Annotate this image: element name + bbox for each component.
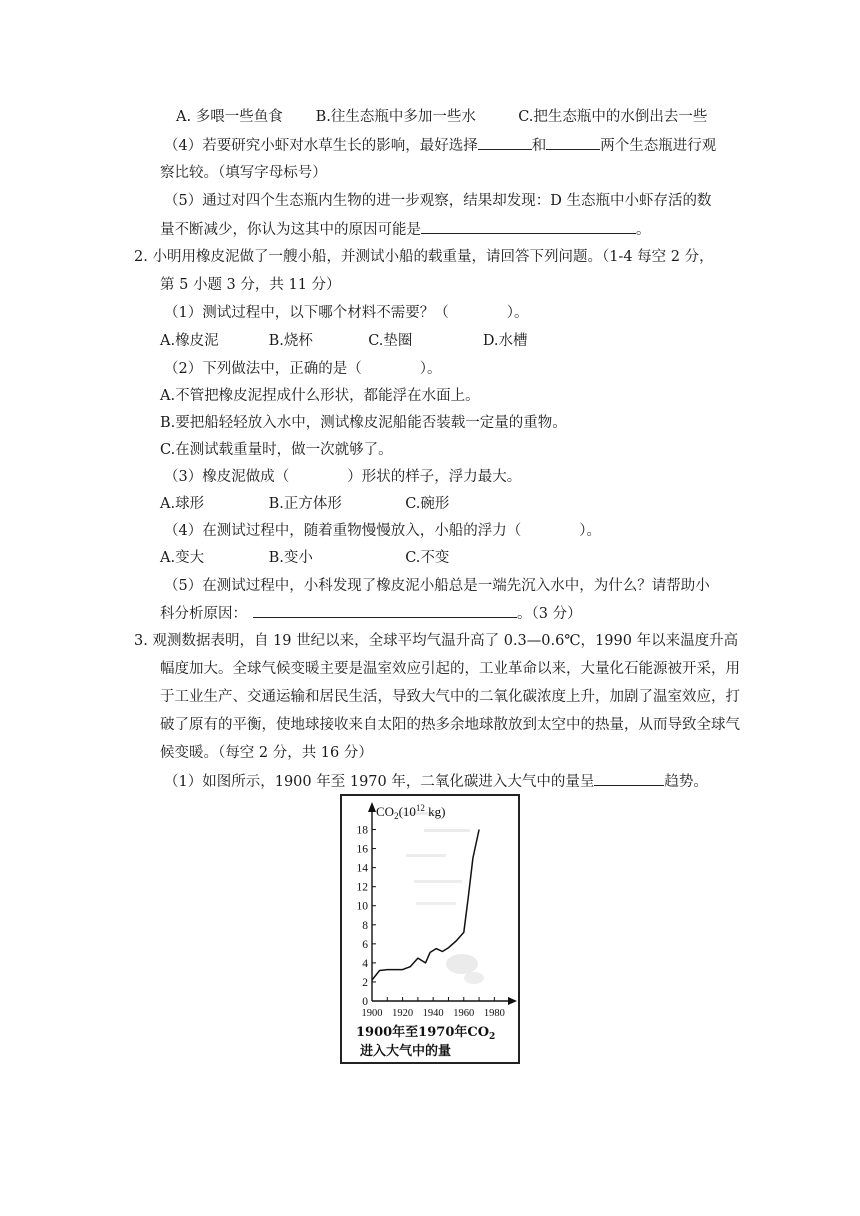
option-a: A.橡皮泥: [160, 333, 219, 349]
q1-option-c: C.把生态瓶中的水倒出去一些: [518, 109, 708, 125]
option-b: B.正方体形: [268, 496, 342, 512]
y-tick-label: 2: [362, 976, 368, 989]
chart-caption: 1900年至1970年$CO_2$: [356, 1025, 496, 1042]
chart-caption-line2: 进入大气中的量: [360, 1044, 452, 1059]
answer-blank[interactable]: [546, 135, 600, 150]
x-tick-label: 1920: [392, 1008, 414, 1019]
q2-subquestion-2: （2）下列做法中，正确的是（ ）。: [164, 361, 442, 377]
co2-line-chart: [342, 796, 518, 1062]
q2-subquestion-1: （1）测试过程中，以下哪个材料不需要？（ ）。: [164, 305, 529, 321]
y-tick-label: 6: [362, 938, 368, 951]
option-c: C.碗形: [405, 496, 450, 512]
x-tick-label: 1960: [453, 1008, 475, 1019]
q2-subquestion-4: （4）在测试过程中，随着重物慢慢放入，小船的浮力（ ）。: [164, 523, 601, 539]
x-tick-label: 1940: [422, 1008, 444, 1019]
answer-blank[interactable]: [594, 771, 664, 786]
q2-s2-option-c: C.在测试载重量时，做一次就够了。: [160, 442, 393, 458]
q2-s2-option-b: B.要把船轻轻放入水中，测试橡皮泥船能否装载一定量的重物。: [160, 415, 567, 431]
q3-paragraph-line5: 候变暖。（每空 2 分，共 16 分）: [160, 745, 373, 761]
q2-s4-options: [160, 548, 449, 568]
y-tick-label: 12: [356, 881, 368, 894]
option-c: C.垫圈: [368, 333, 413, 349]
y-tick-labels: [357, 825, 377, 1008]
q2-s2-option-a: A.不管把橡皮泥捏成什么形状，都能浮在水面上。: [160, 388, 480, 404]
q3-paragraph-line1: 3. 观测数据表明，自 19 世纪以来，全球平均气温升高了 0.3—0.6℃，1990 年以来温度升高: [134, 633, 739, 649]
answer-blank[interactable]: [253, 603, 517, 618]
q1-subquestion-4: （4）若要研究小虾对水草生长的影响，最好选择 和 两个生态瓶进行观: [164, 135, 716, 156]
option-b: B.变小: [268, 550, 313, 566]
q1-subquestion-5-line2: 量不断减少，你认为这其中的原因可能是 。: [160, 219, 651, 240]
q1-option-b: B.往生态瓶中多加一些水: [315, 109, 476, 125]
option-b: B.烧杯: [268, 333, 313, 349]
option-a: A.变大: [160, 550, 205, 566]
x-axis-arrow-icon: [508, 997, 517, 1005]
y-axis-arrow-icon: [368, 802, 376, 812]
x-tick-label: 1980: [483, 1008, 505, 1019]
option-d: D.水槽: [482, 333, 528, 349]
x-tick-labels: [362, 997, 505, 1019]
q2-s1-options: [160, 331, 528, 351]
option-c: C.不变: [405, 550, 450, 566]
answer-blank[interactable]: [478, 135, 532, 150]
y-tick-label: 0: [362, 996, 368, 1008]
y-tick-label: 8: [362, 919, 368, 932]
q3-paragraph-line4: 破了原有的平衡，使地球接收来自太阳的热多余地球散放到太空中的热量，从而导致全球气: [160, 717, 740, 733]
q1-option-a: A. 多喂一些鱼食: [176, 109, 283, 125]
q2-subquestion-3: （3）橡皮泥做成（ ）形状的样子，浮力最大。: [164, 469, 522, 485]
q1-subquestion-4-line2: 察比较。（填写字母标号）: [160, 165, 327, 181]
x-tick-label: 1900: [361, 1008, 383, 1019]
q1-options: [176, 107, 707, 127]
y-tick-label: 4: [362, 957, 368, 970]
answer-blank[interactable]: [421, 219, 636, 234]
y-tick-label: 14: [356, 862, 368, 875]
q1-subquestion-5: （5）通过对四个生态瓶内生物的进一步观察，结果却发现：D 生态瓶中小虾存活的数: [164, 193, 712, 209]
y-tick-label: 16: [356, 843, 368, 856]
background-scan-marks: [402, 812, 484, 984]
y-tick-label: 10: [356, 900, 368, 913]
co2-chart-figure: [340, 794, 520, 1064]
q2-subquestion-5: （5）在测试过程中，小科发现了橡皮泥小船总是一端先沉入水中，为什么？请帮助小: [164, 578, 710, 594]
q2-title-line2: 第 5 小题 3 分，共 11 分）: [160, 277, 341, 293]
q3-paragraph-line3: 于工业生产、交通运输和居民生活，导致大气中的二氧化碳浓度上升，加剧了温室效应，打: [160, 689, 740, 705]
y-tick-label: 18: [356, 824, 368, 837]
q2-title: 2. 小明用橡皮泥做了一艘小船，并测试小船的载重量，请回答下列问题。（1-4 每空 2 分，: [134, 249, 714, 265]
q2-subquestion-5-line2: 科分析原因： 。（3 分）: [160, 603, 582, 624]
option-a: A.球形: [160, 496, 205, 512]
q2-s3-options: [160, 494, 449, 514]
y-axis-label: $CO_2(10^{12}$ kg): [376, 803, 446, 821]
q3-subquestion-1: （1）如图所示，1900 年至 1970 年，二氧化碳进入大气中的量呈 趋势。: [164, 771, 708, 792]
q3-paragraph-line2: 幅度加大。全球气候变暖主要是温室效应引起的，工业革命以来，大量化石能源被开采，用: [160, 661, 740, 677]
